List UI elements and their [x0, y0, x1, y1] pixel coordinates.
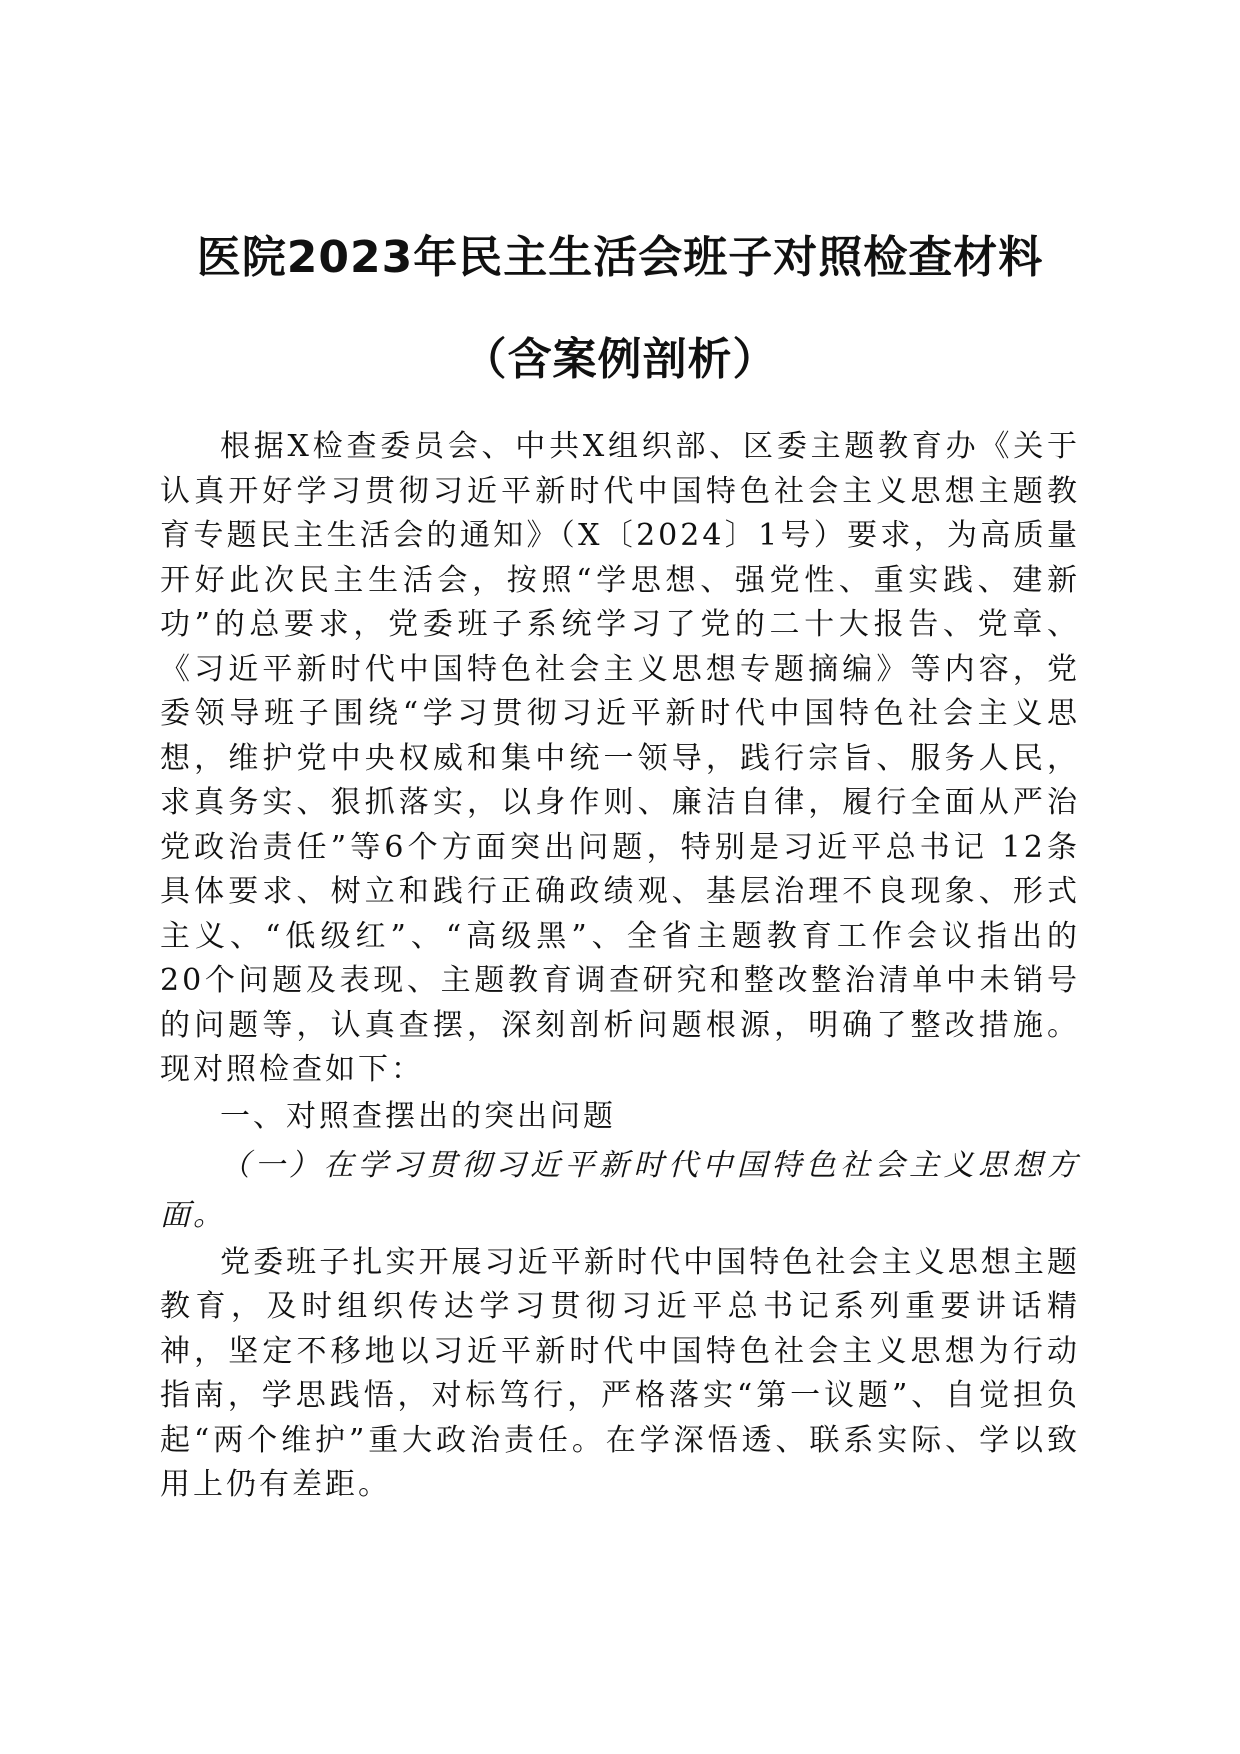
document-subtitle: （含案例剖析） [462, 334, 778, 385]
subsection-heading: （一）在学习贯彻习近平新时代中国特色社会主义思想方面。 [160, 1147, 1080, 1233]
body-paragraph: 党委班子扎实开展习近平新时代中国特色社会主义思想主题教育，及时组织传达学习贯彻习近平总书记系列重要讲话精神，坚定不移地以习近平新时代中国特色社会主义思想为行动指南，学思践悟，对标笃行，严格落实“第一议题”、自觉担负起“两个维护”重大政治责任。在学深悟透、联系实际、学以致用上仍有差距。 [160, 1244, 1080, 1502]
document-title: 医院2023年民主生活会班子对照检查材料 [196, 232, 1044, 283]
section-heading: 一、对照查摆出的突出问题 [220, 1098, 616, 1134]
intro-paragraph: 根据X检查委员会、中共X组织部、区委主题教育办《关于认真开好学习贯彻习近平新时代中国特色社会主义思想主题教育专题民主生活会的通知》（X〔2024〕1号）要求，为高质量开好此次民主生活会，按照“学思想、强党性、重实践、建新功”的总要求，党委班子系统学习了党的二十大报告、党章、《习近平新时代中国特色社会主义思想专题摘编》等内容，党委领导班子围绕“学习贯彻习近平新时代中国特色社会主义思想，维护党中央权威和集中统一领导，践行宗旨、服务人民，求真务实、狠抓落实，以身作则、廉洁自律，履行全面从严治党政治责任”等6个方面突出问题，特别是习近平总书记 12条具体要求、树立和践行正确政绩观、基层治理不良现象、形式主义、“低级红”、“高级黑”、全省主题教育工作会议指出的 20个问题及表现、主题教育调查研究和整改整治清单中未销号的问题等，认真查摆，深刻剖析问题根源，明确了整改措施。现对照检查如下： [160, 429, 1080, 1087]
document-body [160, 425, 1080, 1508]
